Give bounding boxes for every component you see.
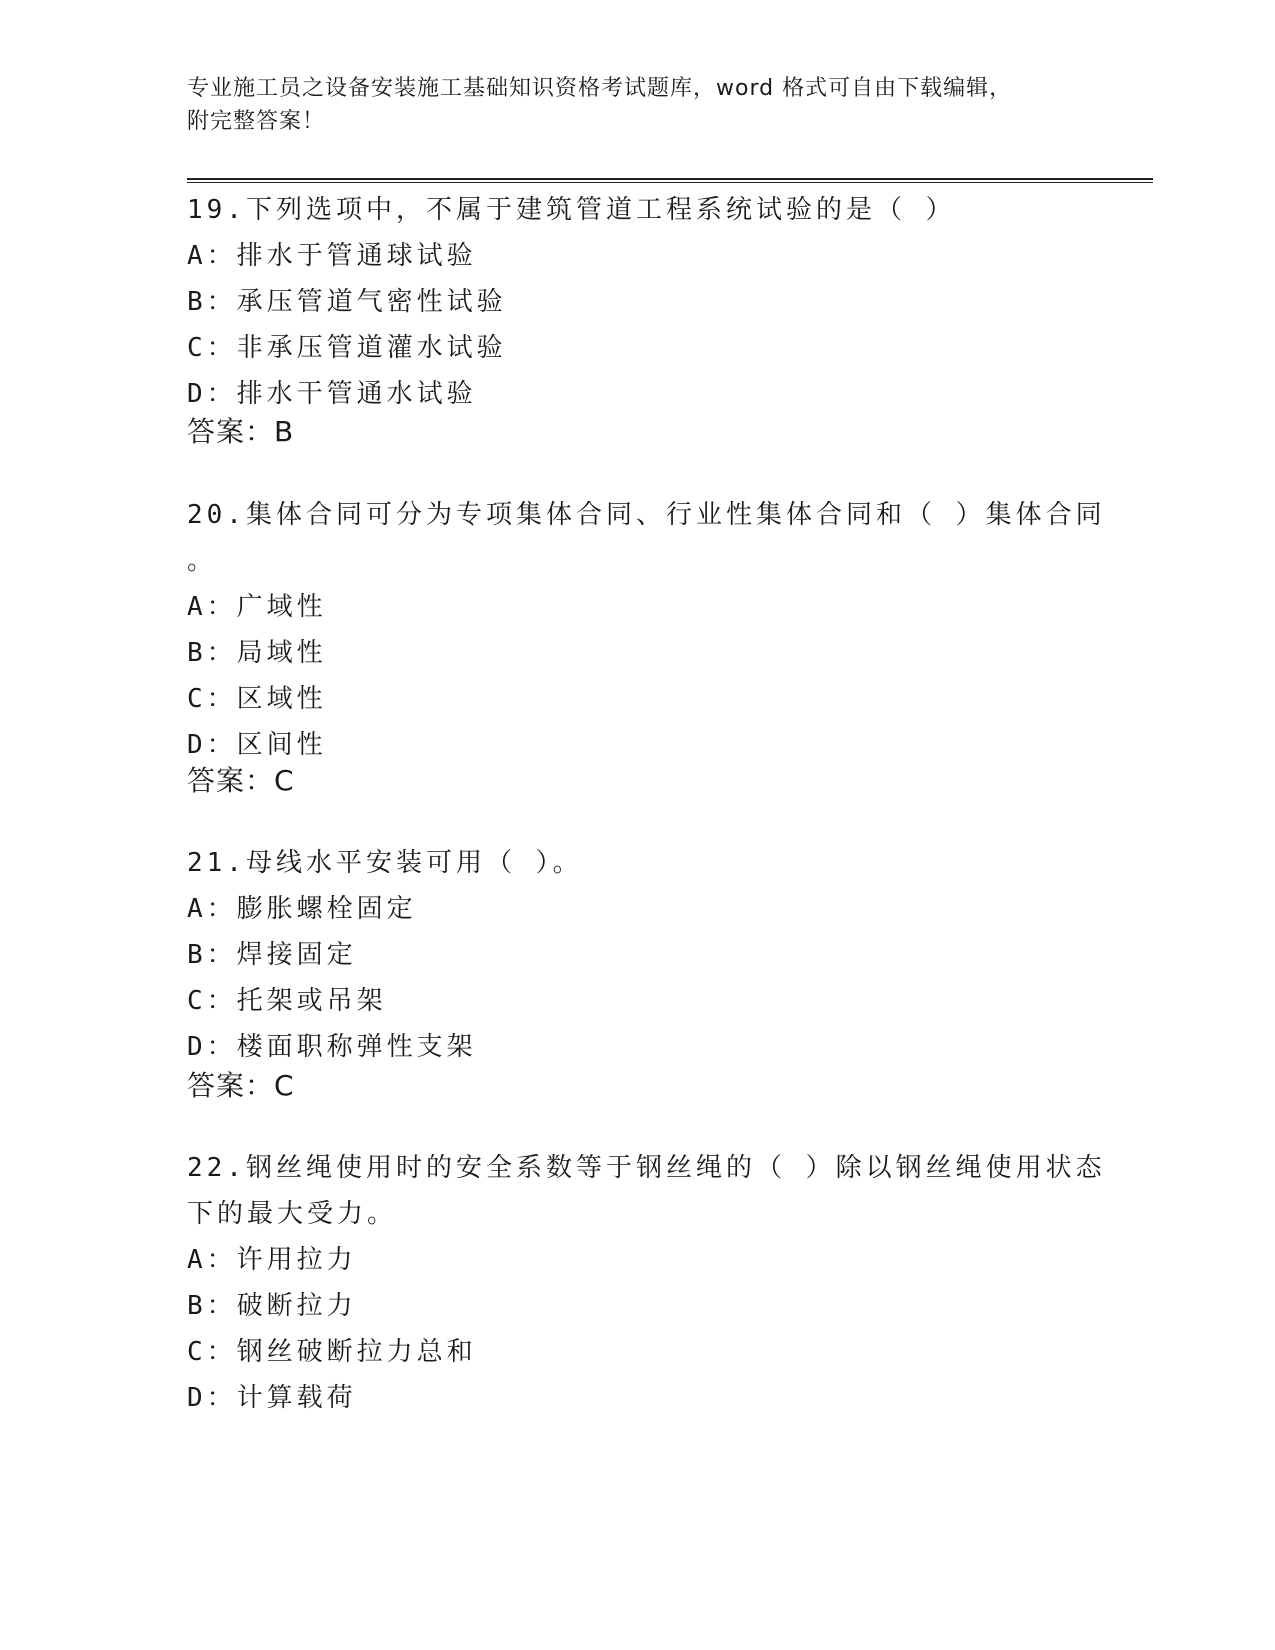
question-stem-continued: 。 [187,546,218,576]
option-c: C：区域性 [187,684,327,714]
question-21 [187,840,1067,1070]
question-stem: 20.集体合同可分为专项集体合同、行业性集体合同和（ ）集体合同 [187,500,1106,530]
question-19 [187,187,1067,417]
option-d: D：区间性 [187,730,327,760]
header-line-2: 附完整答案！ [187,109,326,134]
option-d: D：计算载荷 [187,1383,357,1413]
option-d: D：排水干管通水试验 [187,379,477,409]
option-c: C：钢丝破断拉力总和 [187,1337,477,1367]
header-divider-thin [187,182,1153,183]
option-b: B：承压管道气密性试验 [187,287,507,317]
answer-21: 答案：C [187,1069,295,1102]
answer-19: 答案：B [187,415,295,448]
question-22 [187,1145,1106,1421]
question-20 [187,492,1106,768]
question-stem: 19.下列选项中，不属于建筑管道工程系统试验的是（ ） [187,195,956,225]
option-c: C：非承压管道灌水试验 [187,333,507,363]
document-header [187,72,1067,138]
header-line-1: 专业施工员之设备安装施工基础知识资格考试题库，word 格式可自由下载编辑， [187,76,1013,101]
question-stem: 22.钢丝绳使用时的安全系数等于钢丝绳的（ ）除以钢丝绳使用状态 [187,1153,1106,1183]
option-a: A：广域性 [187,592,327,622]
question-stem-continued: 下的最大受力。 [187,1199,398,1229]
option-c: C：托架或吊架 [187,986,387,1016]
option-a: A：排水于管通球试验 [187,241,477,271]
header-divider-thick [187,178,1153,180]
option-b: B：局域性 [187,638,327,668]
option-a: A：许用拉力 [187,1245,357,1275]
option-b: B：焊接固定 [187,940,357,970]
question-stem: 21.母线水平安装可用（ ）。 [187,848,583,878]
option-d: D：楼面职称弹性支架 [187,1032,477,1062]
option-a: A：膨胀螺栓固定 [187,894,417,924]
answer-20: 答案：C [187,764,295,797]
option-b: B：破断拉力 [187,1291,357,1321]
